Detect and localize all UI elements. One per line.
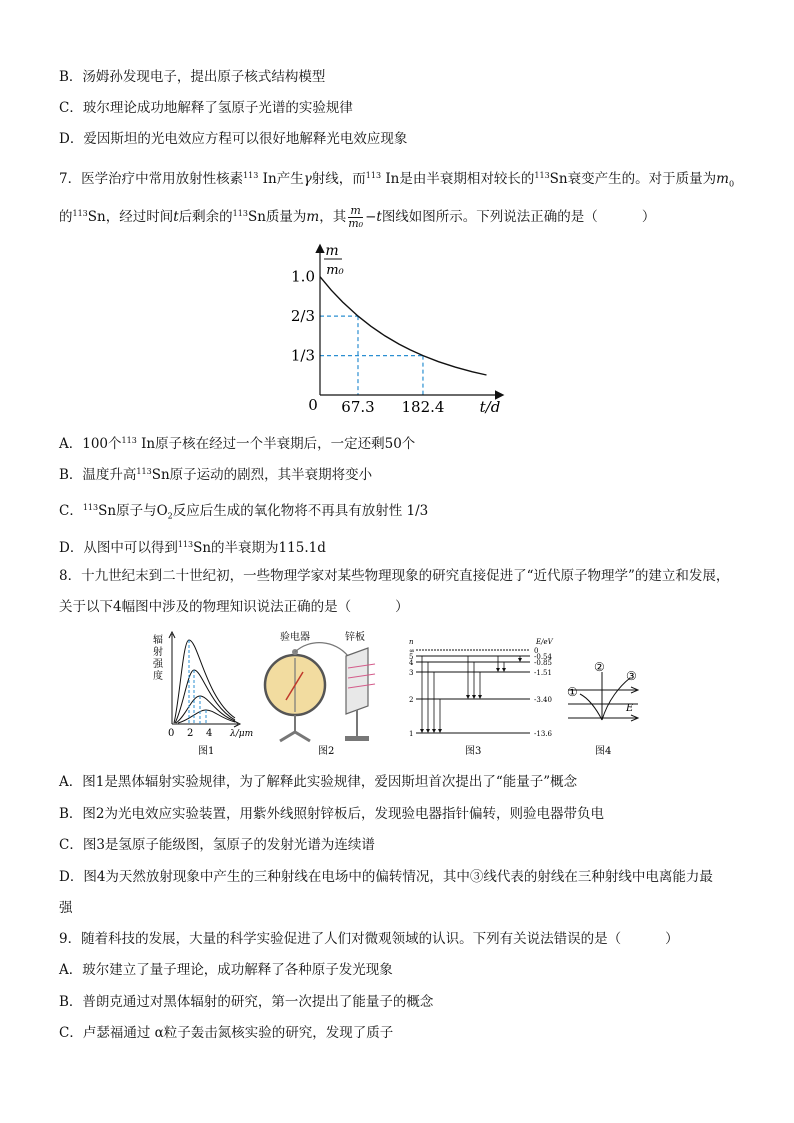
transition-arrowhead [420,729,424,733]
transition-arrowhead [502,668,506,672]
svg-text:验电器: 验电器 [280,632,310,643]
transition-arrowhead [432,729,436,733]
energy-level-n: ∞ [409,647,415,655]
svg-text:②: ② [594,660,605,674]
q6-option-d: D．爱因斯坦的光电效应方程可以很好地解释光电效应现象 [59,131,408,147]
svg-text:度: 度 [153,671,163,682]
svg-text:①: ① [567,685,578,699]
q9-stem: 9．随着科技的发展，大量的科学实验促进了人们对微观领域的认识。下列有关说法错误的是（ ） [59,931,679,947]
decay-chart [280,238,510,420]
svg-text:辐: 辐 [153,635,163,646]
svg-text:4: 4 [206,728,213,739]
energy-level-e: 0 [534,647,539,655]
q8-option-b: B．图2为光电效应实验装置，用紫外线照射锌板后，发现验电器指针偏转，则验电器带负电 [59,806,605,822]
energy-level-e: -1.51 [534,669,552,677]
energy-level-n: 5 [409,653,414,661]
svg-text:0: 0 [168,728,175,739]
svg-text:图1: 图1 [198,746,215,757]
energy-level-e: -13.6 [534,730,552,738]
transition-arrowhead [466,695,470,699]
svg-text:③: ③ [626,669,637,683]
svg-text:n: n [409,638,414,646]
x-tick-label: 67.3 [341,398,375,416]
svg-text:图4: 图4 [595,746,612,757]
energy-level-n: 1 [409,730,414,738]
energy-level-e: -3.40 [534,696,552,704]
q6-option-b: B．汤姆孙发现电子，提出原子核式结构模型 [59,69,326,85]
q8-option-d-line1: D．图4为天然放射现象中产生的三种射线在电场中的偏转情况，其中③线代表的射线在三种射线中电离能力最 [59,869,713,885]
x-tick-label: 182.4 [401,398,445,416]
q8-option-a: A．图1是黑体辐射实验规律，为了解释此实验规律，爱因斯坦首次提出了“能量子”概念 [59,774,578,790]
svg-text:E: E [626,703,634,714]
svg-text:λ/μm: λ/μm [230,729,254,739]
y-tick-label: 2/3 [290,307,315,326]
q7-stem-line2: 的$^{113}$Sn，经过时间t后剩余的$^{113}$Sn质量为m，其 $\frac{m}{\text{m₀}}$ −t图线如图所示。下列说法正确的是（ ） [59,204,656,230]
q9-option-a: A．玻尔建立了量子理论，成功解释了各种原子发光现象 [59,962,393,978]
figure-3-energy-levels [409,638,554,757]
figure-4-deflection [567,660,638,757]
q8-stem-line1: 8．十九世纪末到二十世纪初，一些物理学家对某些物理现象的研究直接促进了“近代原子物理学”的建立和发展， [59,568,730,584]
svg-text:图2: 图2 [318,746,335,757]
q6-option-c: C．玻尔理论成功地解释了氢原子光谱的实验规律 [59,100,353,116]
q7-stem-line1: 7．医学治疗中常用放射性核素$^{113}$ In产生γ射线，而$^{113}$ In是由半衰期相对较长的$^{113}$Sn衰变产生的。对于质量为$m_0$ [59,171,735,189]
svg-text:图3: 图3 [465,746,482,757]
transition-arrowhead [426,729,430,733]
figure-2-electroscope [265,630,375,757]
origin-label: 0 [308,396,318,414]
energy-level-e: -0.54 [534,653,552,661]
transition-arrowhead [472,695,476,699]
transition-arrowhead [478,695,482,699]
energy-level-n: 3 [409,669,414,677]
y-label-num: m [325,243,339,259]
y-tick-label: 1.0 [291,267,315,286]
y-tick-label: 1/3 [290,346,315,365]
energy-level-n: 4 [409,659,414,667]
q9-option-b: B．普朗克通过对黑体辐射的研究，第一次提出了能量子的概念 [59,994,434,1010]
transition-arrowhead [438,729,442,733]
q7-option-a: A．100个$^{113}$ In原子核在经过一个半衰期后，一定还剩50个 [59,436,416,452]
svg-text:E/eV: E/eV [536,638,553,646]
q9-option-c: C．卢瑟福通过 α粒子轰击氮核实验的研究，发现了质子 [59,1025,394,1041]
q8-option-c: C．图3是氢原子能级图，氢原子的发射光谱为连续谱 [59,837,375,853]
svg-text:锌板: 锌板 [345,632,365,643]
fraction-m-over-m0: $\frac{m}{\text{m₀}}$ [348,204,364,230]
q8-stem-line2: 关于以下4幅图中涉及的物理知识说法正确的是（ ） [59,599,409,615]
q8-figures [150,628,650,760]
transition-arrowhead [518,658,522,662]
svg-text:2: 2 [187,728,194,739]
svg-text:强: 强 [153,659,163,670]
svg-text:射: 射 [153,647,163,658]
x-axis-label: t/d [479,398,501,416]
q7-option-b: B．温度升高$^{113}$Sn原子运动的剧烈，其半衰期将变小 [59,467,373,483]
q7-option-c: C．$^{113}$Sn原子与$O_2$反应后生成的氧化物将不再具有放射性 1/3 [59,503,429,521]
energy-level-n: 2 [409,696,414,704]
q8-option-d-line2: 强 [59,900,73,916]
y-label-den: m₀ [326,263,344,278]
decay-curve [320,277,487,375]
q7-option-d: D．从图中可以得到$^{113}$Sn的半衰期为115.1d [59,540,326,556]
figure-1-blackbody [153,632,253,757]
energy-level-e: -0.85 [534,659,552,667]
transition-arrowhead [496,668,500,672]
